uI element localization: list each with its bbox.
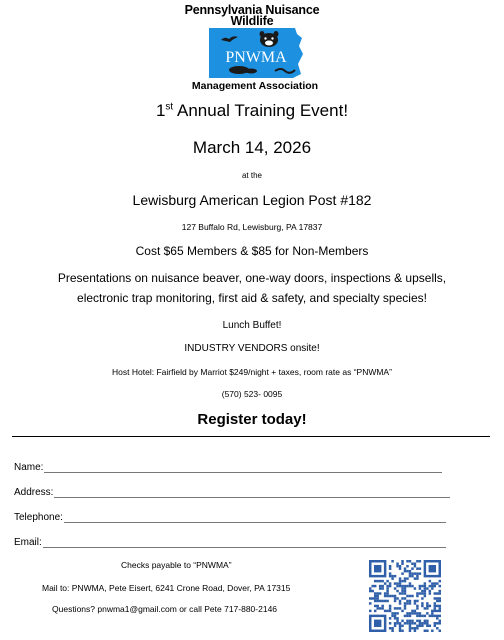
event-cost: Cost $65 Members & $85 for Non-Members bbox=[135, 244, 369, 258]
raccoon-icon bbox=[260, 31, 279, 47]
telephone-label: Telephone: bbox=[14, 512, 63, 523]
checks-payable-text: Checks payable to “PNWMA” bbox=[121, 560, 232, 570]
logo-abbreviation: PNWMA bbox=[225, 49, 287, 66]
telephone-input-line[interactable] bbox=[64, 513, 446, 523]
register-heading: Register today! bbox=[197, 411, 307, 428]
qr-code-icon[interactable] bbox=[369, 560, 441, 632]
lunch-text: Lunch Buffet! bbox=[222, 320, 282, 331]
email-label: Email: bbox=[14, 537, 42, 548]
event-title-ordinal: 1 bbox=[155, 101, 166, 120]
name-field[interactable] bbox=[14, 462, 442, 473]
name-label: Name: bbox=[14, 462, 44, 473]
phone-number: (570) 523- 0095 bbox=[221, 389, 283, 399]
logo-subtitle: Management Association bbox=[191, 80, 319, 92]
email-field[interactable] bbox=[14, 537, 446, 548]
logo-title-line1: Pennsylvania Nuisance bbox=[184, 3, 320, 17]
name-input-line[interactable] bbox=[44, 463, 442, 473]
event-date: March 14, 2026 bbox=[192, 138, 312, 157]
vendors-text: INDUSTRY VENDORS onsite! bbox=[184, 343, 320, 354]
presentations-line-2: electronic trap monitoring, first aid & safety, and specialty species! bbox=[77, 291, 427, 305]
email-input-line[interactable] bbox=[43, 538, 446, 548]
address-label: Address: bbox=[14, 487, 54, 498]
address-input-line[interactable] bbox=[54, 488, 450, 498]
address-field[interactable] bbox=[14, 487, 450, 498]
venue-name: Lewisburg American Legion Post #182 bbox=[132, 192, 372, 208]
at-the-text: at the bbox=[241, 171, 262, 180]
event-title bbox=[0, 101, 504, 121]
presentations-line-1: Presentations on nuisance beaver, one-way doors, inspections & upsells, bbox=[57, 271, 447, 285]
logo-title-line2: Wildlife bbox=[230, 14, 274, 28]
questions-text: Questions? pnwma1@gmail.com or call Pete 717-880-2146 bbox=[52, 604, 278, 614]
event-title-ordinal-suffix: st bbox=[165, 101, 174, 113]
divider bbox=[12, 436, 490, 437]
host-hotel-text: Host Hotel: Fairfield by Marriot $249/night + taxes, room rate as “PNWMA” bbox=[112, 367, 392, 377]
telephone-field[interactable] bbox=[14, 512, 446, 523]
venue-address: 127 Buffalo Rd, Lewisburg, PA 17837 bbox=[181, 222, 323, 232]
mail-to-text: Mail to: PNWMA, Pete Eisert, 6241 Crone Road, Dover, PA 17315 bbox=[42, 583, 291, 593]
event-title-text: Annual Training Event! bbox=[173, 101, 349, 120]
